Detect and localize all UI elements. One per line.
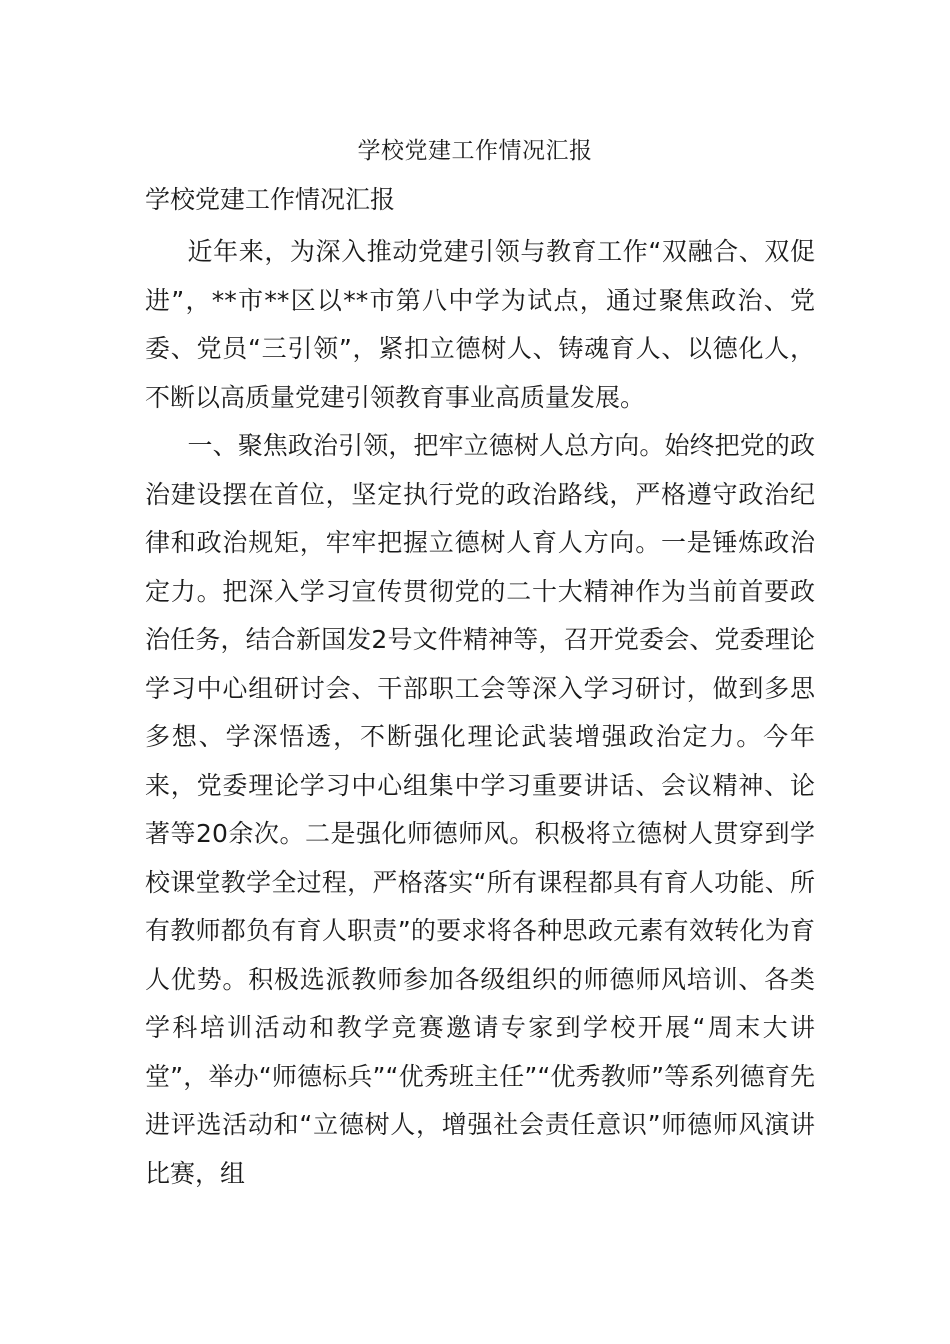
document-body: [145, 228, 815, 1198]
paragraph-intro: 近年来，为深入推动党建引领与教育工作“双融合、双促进”，**市**区以**市第八中学为试点，通过聚焦政治、党委、党员“三引领”，紧扣立德树人、铸魂育人、以德化人，不断以高质量党建引领教育事业高质量发展。: [145, 237, 815, 412]
document-title: 学校党建工作情况汇报: [357, 138, 593, 164]
paragraph-section-one: 一、聚焦政治引领，把牢立德树人总方向。始终把党的政治建设摆在首位，坚定执行党的政治路线，严格遵守政治纪律和政治规矩，牢牢把握立德树人育人方向。一是锤炼政治定力。把深入学习宣传贯彻党的二十大精神作为当前首要政治任务，结合新国发2号文件精神等，召开党委会、党委理论学习中心组研讨会、干部职工会等深入学习研讨，做到多思多想、学深悟透，不断强化理论武装增强政治定力。今年来，党委理论学习中心组集中学习重要讲话、会议精神、论著等20余次。二是强化师德师风。积极将立德树人贯穿到学校课堂教学全过程，严格落实“所有课程都具有育人功能、所有教师都负有育人职责”的要求将各种思政元素有效转化为育人优势。积极选派教师参加各级组织的师德师风培训、各类学科培训活动和教学竞赛邀请专家到学校开展“周末大讲堂”，举办“师德标兵”“优秀班主任”“优秀教师”等系列德育先进评选活动和“立德树人，增强社会责任意识”师德师风演讲比赛，组: [145, 431, 815, 1188]
document-subtitle: 学校党建工作情况汇报: [145, 185, 396, 214]
